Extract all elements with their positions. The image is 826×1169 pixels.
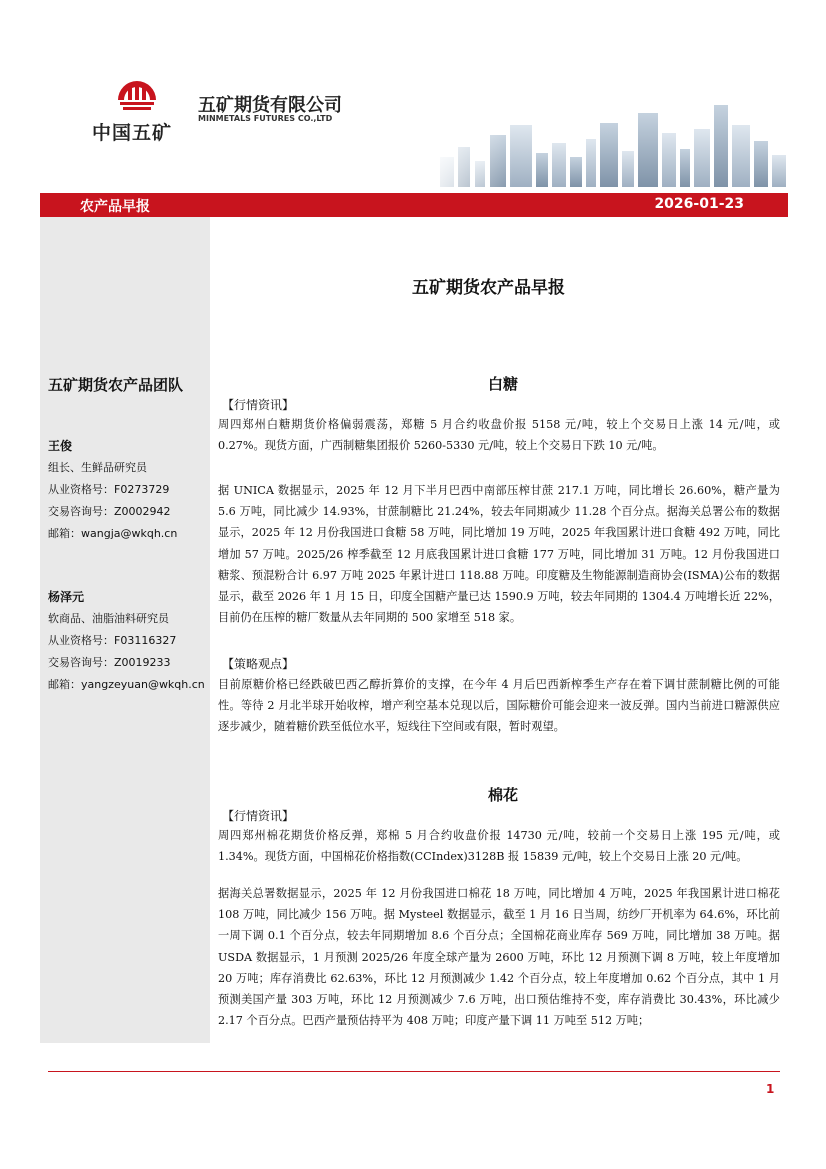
strategy-paragraph: 目前原糖价格已经跌破巴西乙醇折算价的支撑，在今年 4 月后巴西新榨季生产存在着下调甘蔗制糖比例的可能性。等待 2 月北半球开始收榨，增产利空基本兑现以后，国际糖价可能会迎来一波反弹。国内当前进口糖源供应逐步减少，随着糖价跌至低位水平，短线往下空间或有限，暂时观望。 — [218, 678, 780, 734]
report-title: 五矿期货农产品早报 — [412, 278, 565, 298]
author-name: 王俊 — [48, 439, 73, 453]
author-consulting-number: 交易咨询号：Z0002942 — [48, 505, 171, 518]
section-title-sugar: 白糖 — [487, 375, 518, 393]
section-title-cotton: 棉花 — [487, 786, 518, 804]
news-paragraph: 据海关总署数据显示，2025 年 12 月份我国进口棉花 18 万吨，同比增加 4 万吨，2025 年我国累计进口棉花 108 万吨，同比减少 156 万吨。据 Mysteel 数据显示，截至 1 月 16 日当周，纺纱厂开机率为 64.6%，环比前一周下调 0.1 个百分点，较去年同期增加 8.6 个百分点；全国棉花商业库存 569 万吨，同比增加 38 万吨。据 USDA 数据显示，1 月预测 2025/26 年度全球产量为 2600 万吨，环比 12 月预测下调 8 万吨，较上年度增加 20 万吨；库存消费比 62.63%，环比 12 月预测减少 1.42 个百分点，较上年度增加 0.62 个百分点，其中 1 月预测美国产量 303 万吨，环比 12 月预测减少 7.6 万吨，出口预估维持不变，库存消费比 30.43%，环比减少 2.17 个百分点。巴西产量预估持平为 408 万吨；印度产量下调 11 万吨至 512 万吨； — [218, 887, 780, 1028]
news-paragraph: 据 UNICA 数据显示，2025 年 12 月下半月巴西中南部压榨甘蔗 217.1 万吨，同比增长 26.60%，糖产量为 5.6 万吨，同比减少 14.93%，甘蔗制糖比 21.24%，较去年同期减少 11.28 个百分点。据海关总署公布的数据显示，2025 年 12 月份我国进口食糖 58 万吨，同比增加 19 万吨，2025 年我国累计进口食糖 492 万吨，同比增加 57 万吨。2025/26 榨季截至 12 月底我国累计进口食糖 177 万吨，同比增加 31 万吨。12 月份我国进口糖浆、预混粉合计 6.97 万吨 2025 年累计进口 118.88 万吨。印度糖及生物能源制造商协会(ISMA)公布的数据显示，截至 2026 年 1 月 15 日，印度全国糖产量已达 1590.9 万吨，较去年同期的 1304.4 万吨增长近 22%，目前仍在压榨的糖厂数量从去年同期的 500 家增至 518 家。 — [218, 484, 780, 625]
footer-divider — [48, 1071, 780, 1072]
company-name-cn: 五矿期货有限公司 — [198, 95, 342, 116]
author-email: 邮箱：wangja@wkqh.cn — [48, 527, 178, 540]
news-paragraph: 周四郑州棉花期货价格反弹，郑棉 5 月合约收盘价报 14730 元/吨，较前一个交易日上涨 195 元/吨，或 1.34%。现货方面，中国棉花价格指数(CCIndex)3128B 报 15839 元/吨，较上个交易日上涨 20 元/吨。 — [218, 829, 780, 864]
city-skyline-image — [420, 95, 790, 187]
page-number: 1 — [766, 1082, 775, 1096]
news-paragraph: 周四郑州白糖期货价格偏弱震荡，郑糖 5 月合约收盘价报 5158 元/吨，较上个交易日上涨 14 元/吨，或 0.27%。现货方面，广西制糖集团报价 5260-5330 元/吨，较上个交易日下跌 10 元/吨。 — [218, 418, 780, 453]
news-tag: 【行情资讯】 — [222, 398, 295, 412]
author-card — [48, 435, 177, 545]
report-date: 2026-01-23 — [654, 196, 744, 212]
minmetals-emblem-icon — [114, 70, 160, 114]
logo-text: 中国五矿 — [92, 122, 173, 144]
author-qualification: 从业资格号：F03116327 — [48, 634, 177, 647]
author-consulting-number: 交易咨询号：Z0019233 — [48, 656, 171, 669]
strategy-tag: 【策略观点】 — [222, 657, 295, 671]
sidebar — [40, 217, 210, 1043]
company-name-en: MINMETALS FUTURES CO.,LTD — [198, 114, 333, 123]
report-type: 农产品早报 — [80, 199, 150, 215]
news-tag: 【行情资讯】 — [222, 809, 295, 823]
header-bar — [40, 193, 788, 217]
company-logo — [88, 70, 188, 150]
author-card — [48, 586, 205, 696]
author-role: 软商品、油脂油料研究员 — [48, 612, 169, 625]
team-title: 五矿期货农产品团队 — [48, 376, 184, 394]
author-email: 邮箱：yangzeyuan@wkqh.cn — [48, 678, 205, 691]
author-role: 组长、生鲜品研究员 — [48, 461, 147, 474]
author-name: 杨泽元 — [48, 590, 85, 604]
author-qualification: 从业资格号：F0273729 — [48, 483, 170, 496]
